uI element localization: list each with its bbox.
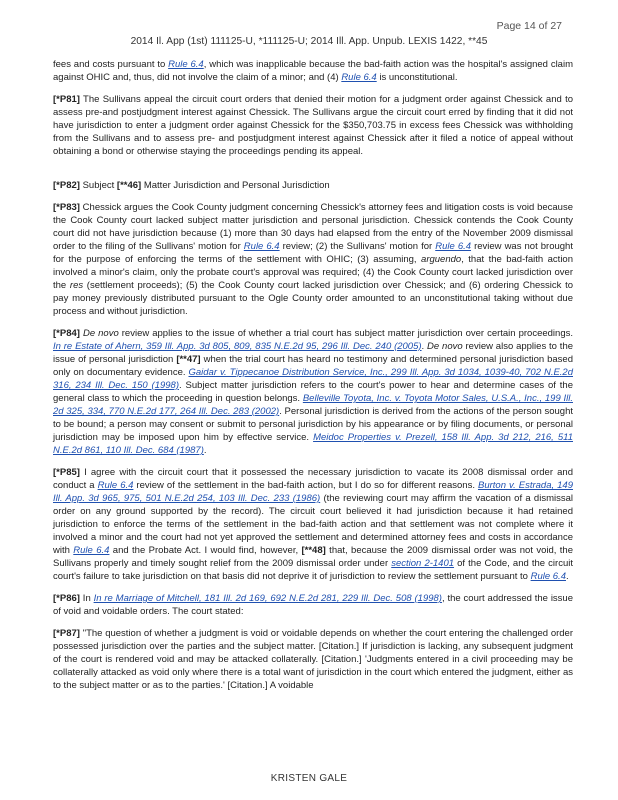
text: Subject xyxy=(79,180,117,191)
text: . Personal jurisdiction is derived from the actions of the person sought to be bound; a person may consent or submit to personal jurisdiction by his appearance or by filing documents, or personal jurisdiction may be imposed upon him by effective service. xyxy=(53,406,573,443)
page-number: Page 14 of 27 xyxy=(496,20,562,32)
page-marker: [**47] xyxy=(176,354,201,365)
paragraph-p86 xyxy=(53,592,573,618)
text: . Subject matter jurisdiction refers to the court's power to hear and determine cases of the general class to which the proceeding in question belongs. xyxy=(53,380,573,404)
text: review; (2) the Sullivans' motion for xyxy=(279,241,436,252)
paragraph-marker: [*P82] xyxy=(53,180,80,191)
case-link[interactable]: In re Marriage of Mitchell, 181 Ill. 2d 169, 692 N.E.2d 281, 229 Ill. Dec. 508 (1998) xyxy=(93,593,442,604)
text: (the reviewing court may affirm the vacation of a dismissal order on any ground supported by the record). The circuit court believed it had jurisdiction because it had retained jurisdiction to enforce the terms of the settlement in the bad-faith action and that settlement was not complete where it involved a minor and the court had not yet approved the settlement and determined attorney fees and costs in accordance with xyxy=(53,493,573,556)
italic-text: De novo xyxy=(427,341,463,352)
text: , which was inapplicable because the bad-faith action was the hospital's assigned claim against OHIC and, thus, did not involve the claim of a minor; and (4) xyxy=(53,59,573,83)
rule-link[interactable]: Rule 6.4 xyxy=(97,480,134,491)
rule-link[interactable]: Rule 6.4 xyxy=(243,241,280,252)
text: review applies to the issue of whether a trial court has subject matter jurisdiction over certain proceedings. xyxy=(118,328,573,339)
paragraph-marker: [*P86] xyxy=(53,593,80,604)
paragraph-p81 xyxy=(53,93,573,158)
text: of the Code, and the circuit court's failure to take jurisdiction on that basis did not deprive it of jurisdiction to review the settlement pursuant to xyxy=(53,558,573,582)
document-body xyxy=(53,58,573,701)
paragraph-marker: [*P84] xyxy=(53,328,80,339)
section-heading xyxy=(53,179,573,192)
rule-link[interactable]: Rule 6.4 xyxy=(73,545,110,556)
text: is unconstitutional. xyxy=(376,72,458,83)
text: (settlement proceeds); (5) the Cook County court lacked jurisdiction over Chessick; and (6) ordering Chessick to pay money previously distributed pursuant to the Ogle County order amounted to an unconstitutional taking without due process and without jurisdiction. xyxy=(53,280,573,317)
case-link[interactable]: In re Estate of Ahern, 359 Ill. App. 3d 805, 809, 835 N.E.2d 95, 296 Ill. Dec. 240 (2005) xyxy=(53,341,422,352)
italic-text: De novo xyxy=(82,328,119,339)
paragraph-continuation xyxy=(53,58,573,84)
italic-text: arguendo xyxy=(421,254,462,265)
italic-text: res xyxy=(69,280,84,291)
rule-link[interactable]: Rule 6.4 xyxy=(168,59,204,70)
text: that, because the 2009 dismissal order was not void, the Sullivans properly and timely sought relief from the 2009 dismissal order under xyxy=(53,545,573,569)
text: Matter Jurisdiction and Personal Jurisdiction xyxy=(141,180,330,191)
text: . xyxy=(421,341,428,352)
citation-header: 2014 Il. App (1st) 111125-U, *111125-U; 2014 Ill. App. Unpub. LEXIS 1422, **45 xyxy=(130,36,488,47)
rule-link[interactable]: Rule 6.4 xyxy=(341,72,377,83)
text: Chessick argues the Cook County judgment concerning Chessick's attorney fees and litigation costs is void because the Cook County court lacked subject matter jurisdiction and personal jurisdiction. Chessick contends the Cook County court did not have jurisdiction because (1) more than 30 days had elapsed from the entry of the November 2009 dismissal order to the filing of the Sullivans' motion for xyxy=(53,202,573,252)
text: review of the settlement in the bad-faith action, but I do so for different reasons. xyxy=(133,480,478,491)
text: "The question of whether a judgment is void or voidable depends on whether the court entering the challenged order possessed jurisdiction over the parties and the subject matter. [Citation.] If jurisdiction is lacking, any subsequent judgment of the court is rendered void and may be attacked collaterally. [Citation.] 'Judgments entered in a civil proceeding may be collaterally attacked as void only where there is a total want of jurisdiction in the court which entered the judgment, either as to the subject matter or as to the parties.' [Citation.] A voidable xyxy=(53,628,573,691)
text: when the trial court has heard no testimony and determined personal jurisdiction based only on documentary evidence. xyxy=(53,354,573,378)
text: In xyxy=(79,593,94,604)
case-link[interactable]: Burton v. Estrada, 149 Ill. App. 3d 965, 975, 501 N.E.2d 254, 103 Ill. Dec. 233 (1986) xyxy=(53,480,573,504)
rule-link[interactable]: Rule 6.4 xyxy=(435,241,472,252)
text: fees and costs pursuant to xyxy=(53,59,169,70)
paragraph-p83 xyxy=(53,201,573,318)
paragraph-marker: [*P83] xyxy=(53,202,80,213)
text: I agree with the circuit court that it possessed the necessary jurisdiction to vacate its 2008 dismissal order and conduct a xyxy=(53,467,573,491)
text: and the Probate Act. I would find, however, xyxy=(109,545,302,556)
text: . xyxy=(203,445,207,456)
statute-link[interactable]: section 2-1401 xyxy=(391,558,455,569)
paragraph-marker: [*P81] xyxy=(53,94,80,105)
text: . xyxy=(565,571,569,582)
paragraph-marker: [*P85] xyxy=(53,467,80,478)
case-link[interactable]: Meidoc Properties v. Prezell, 158 Ill. App. 3d 212, 216, 511 N.E.2d 861, 110 Ill. Dec. 684 (1987) xyxy=(53,432,573,456)
paragraph-p87 xyxy=(53,627,573,692)
paragraph-p85 xyxy=(53,466,573,583)
page-marker: [**48] xyxy=(301,545,326,556)
text: , the court addressed the issue of void and voidable orders. The court stated: xyxy=(53,593,574,617)
paragraph-p84 xyxy=(53,327,573,457)
text: The Sullivans appeal the circuit court orders that denied their motion for a judgment order against Chessick and to assess pre-and postjudgment interest against Chessick. The Sullivans argue the circuit court erred by finding that it did not have jurisdiction to enter a judgment order against Chessick for the $350,703.75 in excess fees Chessick was withholding from the Sullivans and to assess pre- and postjudgment interest against Chessick after it filed a notice of appeal without obtaining a bond or otherwise staying the proceedings pending its appeal. xyxy=(53,94,573,157)
case-link[interactable]: Belleville Toyota, Inc. v. Toyota Motor Sales, U.S.A., Inc., 199 Ill. 2d 325, 334, 770 N.E.2d 177, 264 Ill. Dec. 283 (2002) xyxy=(53,393,573,417)
text: review was not brought for the purpose of enforcing the terms of the settlement with OHIC; (3) assuming, xyxy=(53,241,573,265)
text: review also applies to the issue of personal jurisdiction xyxy=(53,341,574,365)
text: , that the bad-faith action involved a minor's claim, only the probate court's approval was required; (4) the Cook County court lacked jurisdiction over the xyxy=(53,254,573,291)
rule-link[interactable]: Rule 6.4 xyxy=(530,571,566,582)
footer-name: KRISTEN GALE xyxy=(270,773,348,784)
page-marker: [**46] xyxy=(116,180,142,191)
paragraph-marker: [*P87] xyxy=(53,628,80,639)
case-link[interactable]: Gaidar v. Tippecanoe Distribution Service, Inc., 299 Ill. App. 3d 1034, 1039-40, 702 N.E.2d 316, 234 Ill. Dec. 150 (1998) xyxy=(53,367,573,391)
